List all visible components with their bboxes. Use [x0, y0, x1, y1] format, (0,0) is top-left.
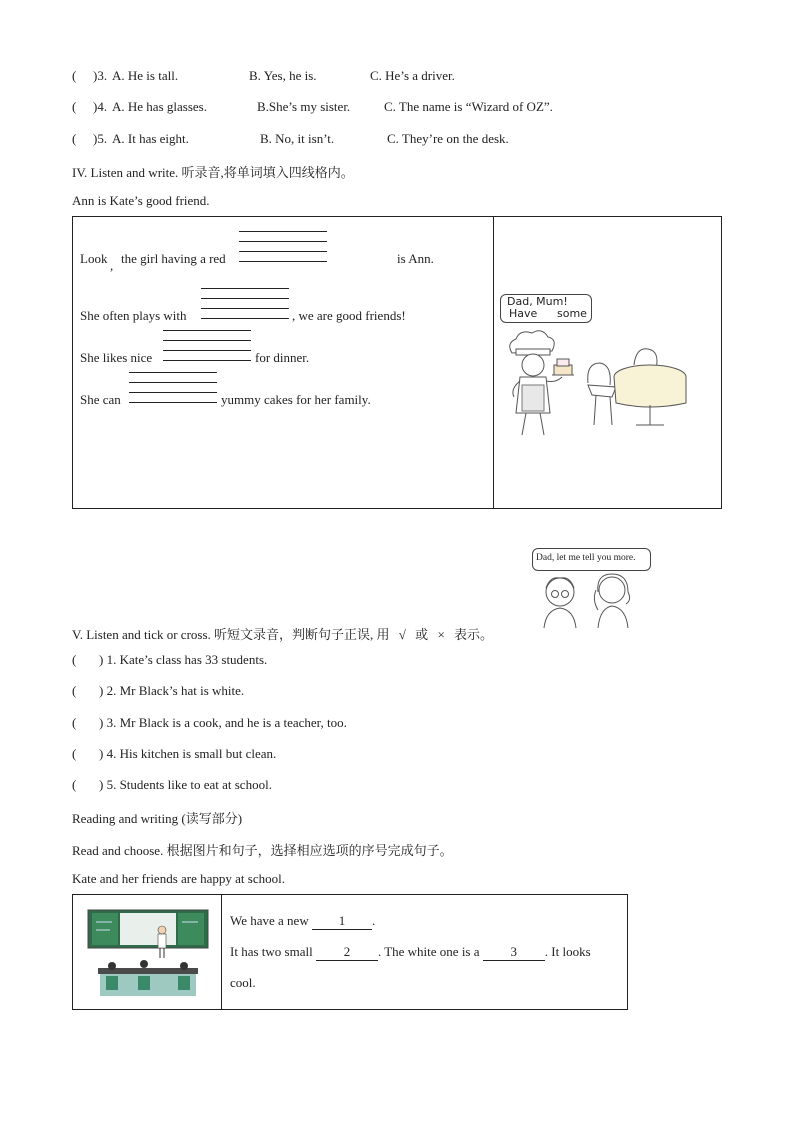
line1-after: is Ann. — [397, 251, 434, 266]
bubble-word2: some — [557, 307, 587, 320]
girl-with-cake-illustration — [500, 325, 690, 440]
option-a: A. He has glasses. — [112, 99, 207, 114]
s2-text: It has two small — [230, 944, 313, 959]
question-number: )5. — [93, 131, 108, 146]
heading-end: 表示。 — [454, 627, 494, 642]
statement: ) 5. Students like to eat at school. — [99, 777, 272, 792]
or-word: 或 — [415, 627, 429, 642]
answer-paren[interactable]: ( — [72, 746, 77, 761]
reading-title: Reading and writing (读写部分) — [72, 811, 243, 826]
section4-heading: IV. Listen and write. 听录音,将单词填入四线格内。 — [72, 165, 354, 180]
blank-3[interactable]: 3 — [483, 944, 545, 961]
reading-intro: Kate and her friends are happy at school. — [72, 871, 285, 886]
answer-paren[interactable]: ( — [72, 715, 77, 730]
reading-table-divider — [221, 894, 222, 1010]
statement: ) 1. Kate’s class has 33 students. — [99, 652, 268, 667]
reading-sentence-1 — [230, 913, 375, 930]
answer-paren[interactable]: ( — [72, 68, 77, 83]
reading-sentence-3: cool. — [230, 975, 256, 990]
option-c: C. He’s a driver. — [370, 68, 455, 83]
bubble-text: Dad, let me tell you more. — [536, 553, 636, 563]
bubble-line1: Dad, Mum! — [507, 295, 568, 308]
s2-mid: . The white one is a — [377, 944, 480, 959]
option-b: B.She’s my sister. — [257, 99, 351, 114]
s1-text: We have a new — [230, 913, 309, 928]
statement: ) 3. Mr Black is a cook, and he is a teacher, too. — [99, 715, 347, 730]
option-b: B. Yes, he is. — [249, 68, 317, 83]
table-divider — [493, 216, 494, 509]
statement: ) 2. Mr Black’s hat is white. — [99, 683, 245, 698]
answer-paren[interactable]: ( — [72, 683, 77, 698]
tick-symbol: √ — [398, 627, 406, 642]
speech-bubble-tell-more — [532, 548, 651, 571]
classroom-illustration — [86, 908, 210, 1000]
blank-2[interactable]: 2 — [316, 944, 378, 961]
answer-paren[interactable]: ( — [72, 652, 77, 667]
question-number: )3. — [93, 68, 108, 83]
four-line-grid-2[interactable] — [201, 288, 289, 320]
option-c: C. The name is “Wizard of OZ”. — [384, 99, 553, 114]
line4-after: yummy cakes for her family. — [221, 392, 371, 407]
reading-sentence-2 — [230, 944, 591, 961]
line2-after: , we are good friends! — [292, 308, 406, 323]
four-line-grid-4[interactable] — [129, 372, 217, 404]
kids-talking-illustration — [536, 570, 644, 628]
line3-after: for dinner. — [255, 350, 310, 365]
option-c: C. They’re on the desk. — [387, 131, 509, 146]
blank-1[interactable]: 1 — [312, 913, 372, 930]
answer-paren[interactable]: ( — [72, 131, 77, 146]
section5-heading-text: V. Listen and tick or cross. 听短文录音，判断句子正误, 用 — [72, 627, 390, 642]
option-a: A. It has eight. — [112, 131, 189, 146]
option-b: B. No, it isn’t. — [260, 131, 335, 146]
answer-paren[interactable]: ( — [72, 777, 77, 792]
reading-instruction: Read and choose. 根据图片和句子，选择相应选项的序号完成句子。 — [72, 843, 453, 858]
section4-intro: Ann is Kate’s good friend. — [72, 193, 210, 208]
line4-text: She can — [80, 392, 121, 407]
s2-end: . It looks — [544, 944, 591, 959]
line2-text: She often plays with — [80, 308, 187, 323]
statement: ) 4. His kitchen is small but clean. — [99, 746, 277, 761]
line3-text: She likes nice — [80, 350, 153, 365]
s1-end: . — [371, 913, 376, 928]
cross-symbol: × — [437, 627, 445, 642]
line1-look: Look — [80, 251, 108, 266]
speech-bubble-dad-mum — [500, 294, 592, 323]
four-line-grid-3[interactable] — [163, 330, 251, 362]
answer-paren[interactable]: ( — [72, 99, 77, 114]
question-number: )4. — [93, 99, 108, 114]
option-a: A. He is tall. — [112, 68, 179, 83]
line1-text: the girl having a red — [121, 251, 226, 266]
bubble-word1: Have — [509, 307, 538, 320]
four-line-grid-1[interactable] — [239, 231, 327, 263]
line1-comma: , — [110, 258, 114, 273]
section5-heading — [72, 624, 493, 643]
